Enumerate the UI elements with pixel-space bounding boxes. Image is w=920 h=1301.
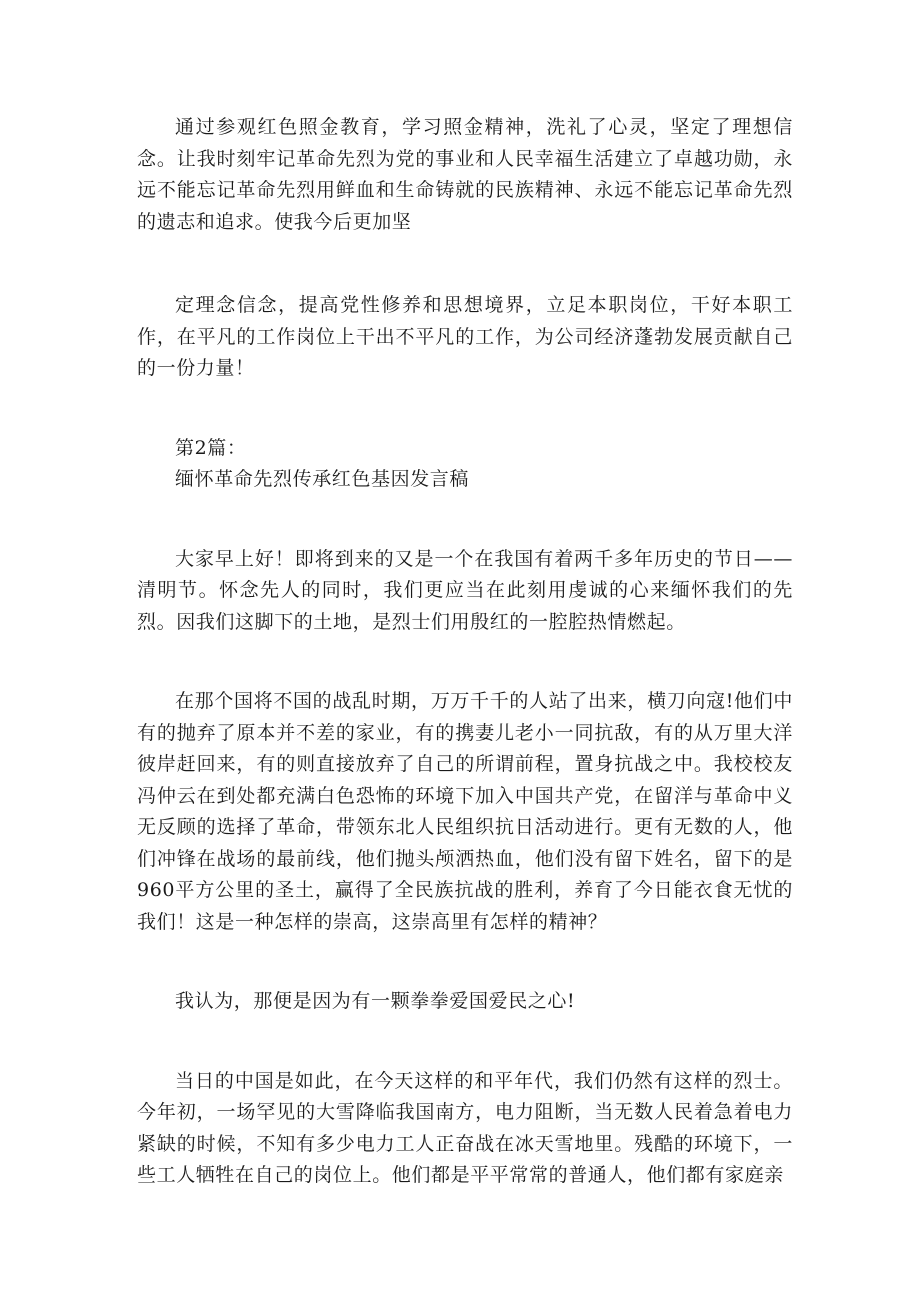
paragraph-gap	[137, 385, 793, 433]
paragraph-gap	[137, 638, 793, 686]
paragraph-belief: 定理念信念，提高党性修养和思想境界，立足本职岗位，干好本职工作，在平凡的工作岗位上干出不平凡的工作，为公司经济蓬勃发展贡献自己的一份力量！	[137, 294, 793, 379]
paragraph-patriotism: 我认为，那便是因为有一颗拳拳爱国爱民之心!	[175, 990, 576, 1012]
paragraph-greeting: 大家早上好！即将到来的又是一个在我国有着两千多年历史的节日——清明节。怀念先人的同时，我们更应当在此刻用虔诚的心来缅怀我们的先烈。因我们这脚下的土地，是烈士们用殷红的一腔腔热情燃起。	[137, 547, 793, 633]
chapter-title: 缅怀革命先烈传承红色基因发言稿	[175, 468, 470, 490]
paragraph-gap	[137, 496, 793, 544]
paragraph-gap	[137, 238, 793, 290]
chapter-label: 第2篇：	[175, 436, 247, 459]
paragraph-war-era: 在那个国将不国的战乱时期，万万千千的人站了出来，横刀向寇!他们中有的抛弃了原本并不差的家业，有的携妻儿老小一同抗敌，有的从万里大洋彼岸赶回来，有的则直接放弃了自己的所谓前程，置身抗战之中。我校校友冯仲云在到处都充满白色恐怖的环境下加入中国共产党，在留洋与革命中义无反顾的选择了革命，带领东北人民组织抗日活动进行。更有无数的人，他们冲锋在战场的最前线，他们抛头颅洒热血，他们没有留下姓名，留下的是960平方公里的圣土，赢得了全民族抗战的胜利，养育了今日能衣食无忧的我们！这是一种怎样的崇高，这崇高里有怎样的精神？	[137, 690, 793, 933]
paragraph-gap	[137, 1018, 793, 1066]
paragraph-visit-reflection: 通过参观红色照金教育，学习照金精神，洗礼了心灵，坚定了理想信念。让我时刻牢记革命先烈为党的事业和人民幸福生活建立了卓越功勋，永远不能忘记革命先烈用鲜血和生命铸就的民族精神、永远不能忘记革命先烈的遗志和追求。使我今后更加坚	[137, 116, 793, 233]
paragraph-modern-heroes: 当日的中国是如此，在今天这样的和平年代，我们仍然有这样的烈士。今年初，一场罕见的大雪降临我国南方，电力阻断，当无数人民着急着电力紧缺的时候，不知有多少电力工人正奋战在冰天雪地里。残酷的环境下，一些工人牺牲在自己的岗位上。他们都是平平常常的普通人，他们都有家庭亲	[137, 1069, 793, 1186]
document-page	[137, 112, 793, 1192]
paragraph-gap	[137, 938, 793, 986]
